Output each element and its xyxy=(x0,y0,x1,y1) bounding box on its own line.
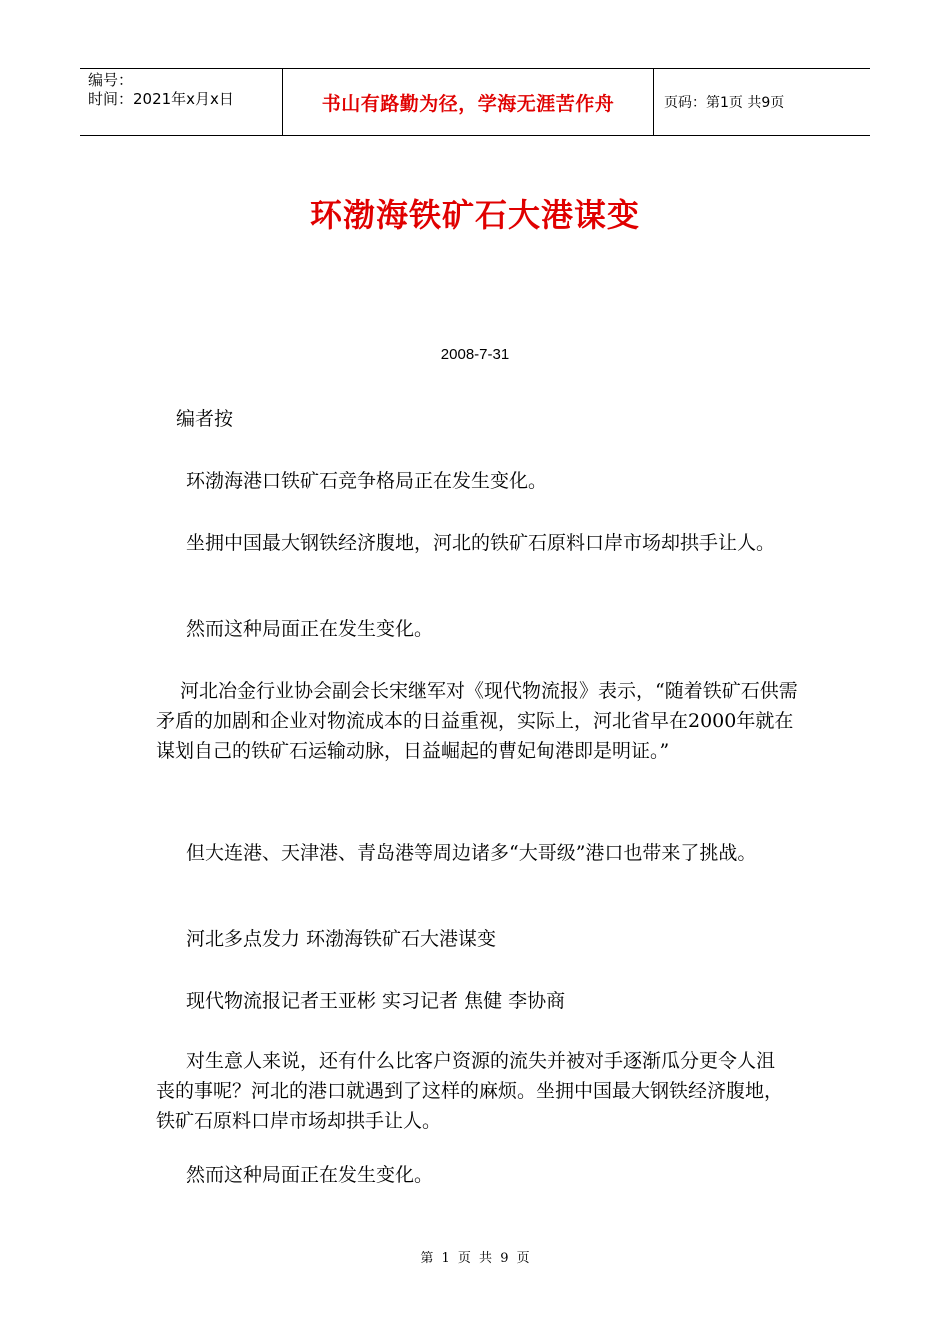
document-title: 环渤海铁矿石大港谋变 xyxy=(309,196,640,234)
header-motto-cell xyxy=(282,69,654,135)
document-number-label: 编号： xyxy=(88,71,134,89)
paragraph: 环渤海港口铁矿石竞争格局正在发生变化。 xyxy=(186,470,548,492)
page-footer: 第 1 页 共 9 页 xyxy=(420,1251,530,1266)
paragraph-editor-note: 编者按 xyxy=(176,408,234,430)
document-time-label: 时间：2021年x月x日 xyxy=(88,90,234,108)
paragraph-subheading: 河北多点发力 环渤海铁矿石大港谋变 xyxy=(186,928,497,950)
header-page-info: 页码：第1页 共9页 xyxy=(664,95,785,111)
paragraph: 然而这种局面正在发生变化。 xyxy=(186,618,434,640)
paragraph-byline: 现代物流报记者王亚彬 实习记者 焦健 李协商 xyxy=(186,990,566,1012)
header-meta-cell xyxy=(80,69,282,135)
paragraph: 对生意人来说，还有什么比客户资源的流失并被对手逐渐瓜分更令人沮丧的事呢？河北的港口就遇到了这样的麻烦。坐拥中国最大钢铁经济腹地，铁矿石原料口岸市场却拱手让人。 xyxy=(156,1050,784,1132)
header-page-cell xyxy=(654,69,870,135)
header-table xyxy=(80,68,870,136)
paragraph: 坐拥中国最大钢铁经济腹地，河北的铁矿石原料口岸市场却拱手让人。 xyxy=(186,532,776,554)
header-motto: 书山有路勤为径，学海无涯苦作舟 xyxy=(321,92,615,115)
paragraph: 然而这种局面正在发生变化。 xyxy=(186,1164,434,1186)
paragraph: 河北冶金行业协会副会长宋继军对《现代物流报》表示，“随着铁矿石供需矛盾的加剧和企业对物流成本的日益重视，实际上，河北省早在2000年就在谋划自己的铁矿石运输动脉，日益崛起的曹妃甸港即是明证。” xyxy=(156,680,798,762)
document-date: 2008-7-31 xyxy=(440,346,510,363)
paragraph: 但大连港、天津港、青岛港等周边诸多“大哥级”港口也带来了挑战。 xyxy=(186,842,757,864)
